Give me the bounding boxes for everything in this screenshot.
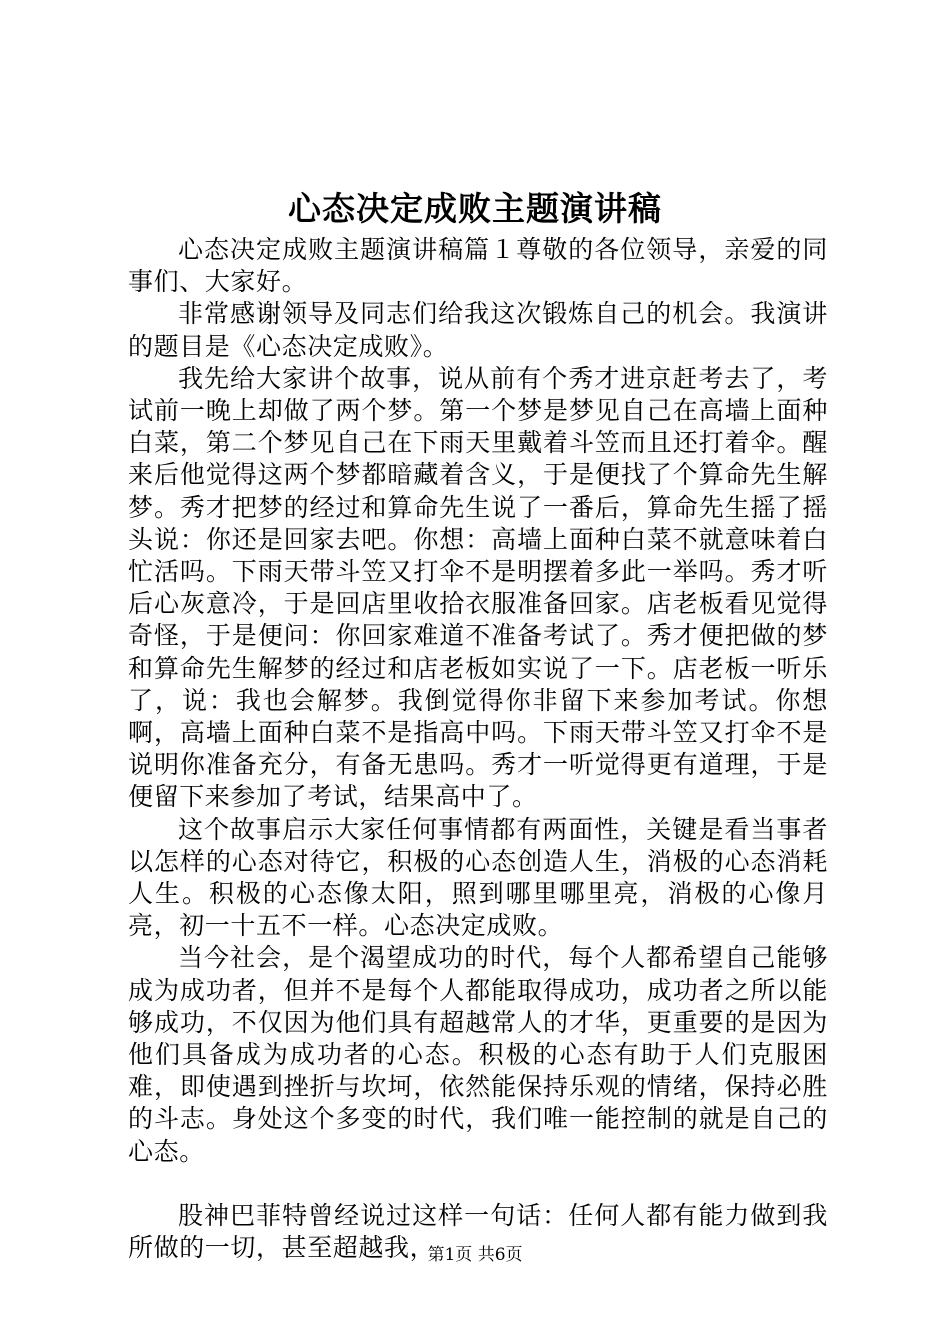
paragraph-4: 这个故事启示大家任何事情都有两面性，关键是看当事者以怎样的心态对待它，积极的心态创造人生，消极的心态消耗人生。积极的心态像太阳，照到哪里哪里亮，消极的心像月亮，初一十五不一样。心态决定成败。	[128, 814, 828, 941]
paragraph-6: 股神巴菲特曾经说过这样一句话：任何人都有能力做到我所做的一切，甚至超越我，	[128, 1200, 828, 1263]
paragraph-5: 当今社会，是个渴望成功的时代，每个人都希望自己能够成为成功者，但并不是每个人都能取得成功，成功者之所以能够成功，不仅因为他们具有超越常人的才华，更重要的是因为他们具备成为成功者的心态。积极的心态有助于人们克服困难，即使遇到挫折与坎坷，依然能保持乐观的情绪，保持必胜的斗志。身处这个多变的时代，我们唯一能控制的就是自己的心态。	[128, 943, 828, 1166]
paragraph-3: 我先给大家讲个故事，说从前有个秀才进京赶考去了，考试前一晚上却做了两个梦。第一个梦是梦见自己在高墙上面种白菜，第二个梦见自己在下雨天里戴着斗笠而且还打着伞。醒来后他觉得这两个梦都暗藏着含义，于是便找了个算命先生解梦。秀才把梦的经过和算命先生说了一番后，算命先生摇了摇头说：你还是回家去吧。你想：高墙上面种白菜不就意味着白忙活吗。下雨天带斗笠又打伞不是明摆着多此一举吗。秀才听后心灰意冷，于是回店里收拾衣服准备回家。店老板看见觉得奇怪，于是便问：你回家难道不准备考试了。秀才便把做的梦和算命先生解梦的经过和店老板如实说了一下。店老板一听乐了，说：我也会解梦。我倒觉得你非留下来参加考试。你想啊，高墙上面种白菜不是指高中吗。下雨天带斗笠又打伞不是说明你准备充分，有备无患吗。秀才一听觉得更有道理，于是便留下来参加了考试，结果高中了。	[128, 363, 828, 812]
document-body	[128, 234, 828, 1264]
document-title: 心态决定成败主题演讲稿	[288, 189, 662, 228]
paragraph-2: 非常感谢领导及同志们给我这次锻炼自己的机会。我演讲的题目是《心态决定成败》。	[128, 299, 828, 361]
page-footer: 第1页 共6页	[427, 1245, 523, 1265]
paragraph-1: 心态决定成败主题演讲稿篇１尊敬的各位领导，亲爱的同事们、大家好。	[128, 235, 828, 297]
